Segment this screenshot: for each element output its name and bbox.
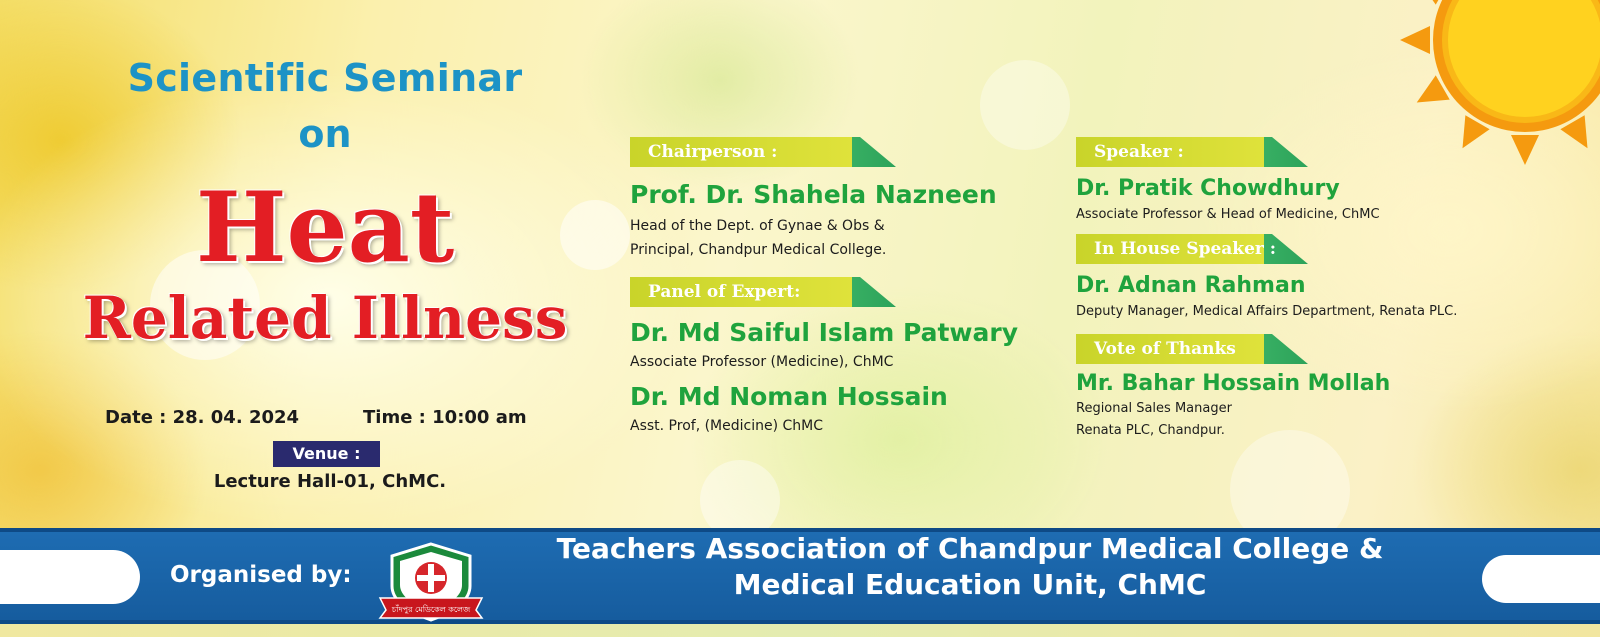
panel-member-name: Dr. Md Noman Hossain bbox=[630, 382, 948, 411]
topic-title-heat: Heat bbox=[195, 171, 455, 284]
venue-value: Lecture Hall-01, ChMC. bbox=[213, 471, 447, 492]
role-label-speaker: Speaker : bbox=[1094, 142, 1184, 162]
in-house-speaker-desc: Deputy Manager, Medical Affairs Department, Renata PLC. bbox=[1076, 304, 1458, 319]
seminar-heading: Scientific Seminar bbox=[127, 56, 523, 100]
vote-of-thanks-desc-line1: Regional Sales Manager bbox=[1076, 401, 1232, 416]
organised-by-label: Organised by: bbox=[170, 562, 352, 588]
sun-icon bbox=[1375, 0, 1600, 200]
speaker-desc: Associate Professor & Head of Medicine, ChMC bbox=[1076, 207, 1380, 222]
speaker-name: Dr. Pratik Chowdhury bbox=[1076, 176, 1340, 201]
chairperson-desc-line1: Head of the Dept. of Gynae & Obs & bbox=[630, 218, 885, 234]
college-logo bbox=[378, 540, 484, 622]
event-time: Time : 10:00 am bbox=[363, 407, 527, 428]
logo-text: চাঁদপুর মেডিকেল কলেজ bbox=[391, 605, 471, 614]
footer-pill-decoration bbox=[1482, 555, 1600, 603]
role-label-chairperson: Chairperson : bbox=[648, 142, 778, 162]
panel-member-desc: Asst. Prof, (Medicine) ChMC bbox=[630, 418, 824, 434]
seminar-heading-on: on bbox=[298, 112, 352, 156]
chairperson-name: Prof. Dr. Shahela Nazneen bbox=[630, 180, 997, 209]
role-banner-in-house-speaker bbox=[1076, 234, 1308, 264]
event-date: Date : 28. 04. 2024 bbox=[105, 407, 300, 428]
footer-pill-decoration bbox=[0, 550, 140, 604]
chairperson-desc-line2: Principal, Chandpur Medical College. bbox=[630, 242, 887, 258]
role-banner-speaker bbox=[1076, 137, 1308, 167]
role-label-vote-of-thanks: Vote of Thanks bbox=[1094, 339, 1236, 359]
in-house-speaker-name: Dr. Adnan Rahman bbox=[1076, 273, 1306, 298]
role-banner-chairperson bbox=[630, 137, 896, 167]
role-label-in-house-speaker: In House Speaker : bbox=[1094, 239, 1277, 259]
role-banner-vote-of-thanks bbox=[1076, 334, 1308, 364]
vote-of-thanks-name: Mr. Bahar Hossain Mollah bbox=[1076, 371, 1391, 396]
role-banner-panel bbox=[630, 277, 896, 307]
panel-member-name: Dr. Md Saiful Islam Patwary bbox=[630, 318, 1019, 347]
organiser-line2: Medical Education Unit, ChMC bbox=[733, 568, 1207, 601]
topic-title-illness: Related Illness bbox=[82, 284, 568, 352]
organiser-line1: Teachers Association of Chandpur Medical College & bbox=[556, 532, 1384, 565]
vote-of-thanks-desc-line2: Renata PLC, Chandpur. bbox=[1076, 423, 1225, 438]
bottom-strip bbox=[0, 624, 1600, 637]
venue-label: Venue : bbox=[273, 441, 380, 467]
bokeh-light bbox=[980, 60, 1070, 150]
panel-member-desc: Associate Professor (Medicine), ChMC bbox=[630, 354, 894, 370]
role-label-panel: Panel of Expert: bbox=[648, 282, 801, 302]
